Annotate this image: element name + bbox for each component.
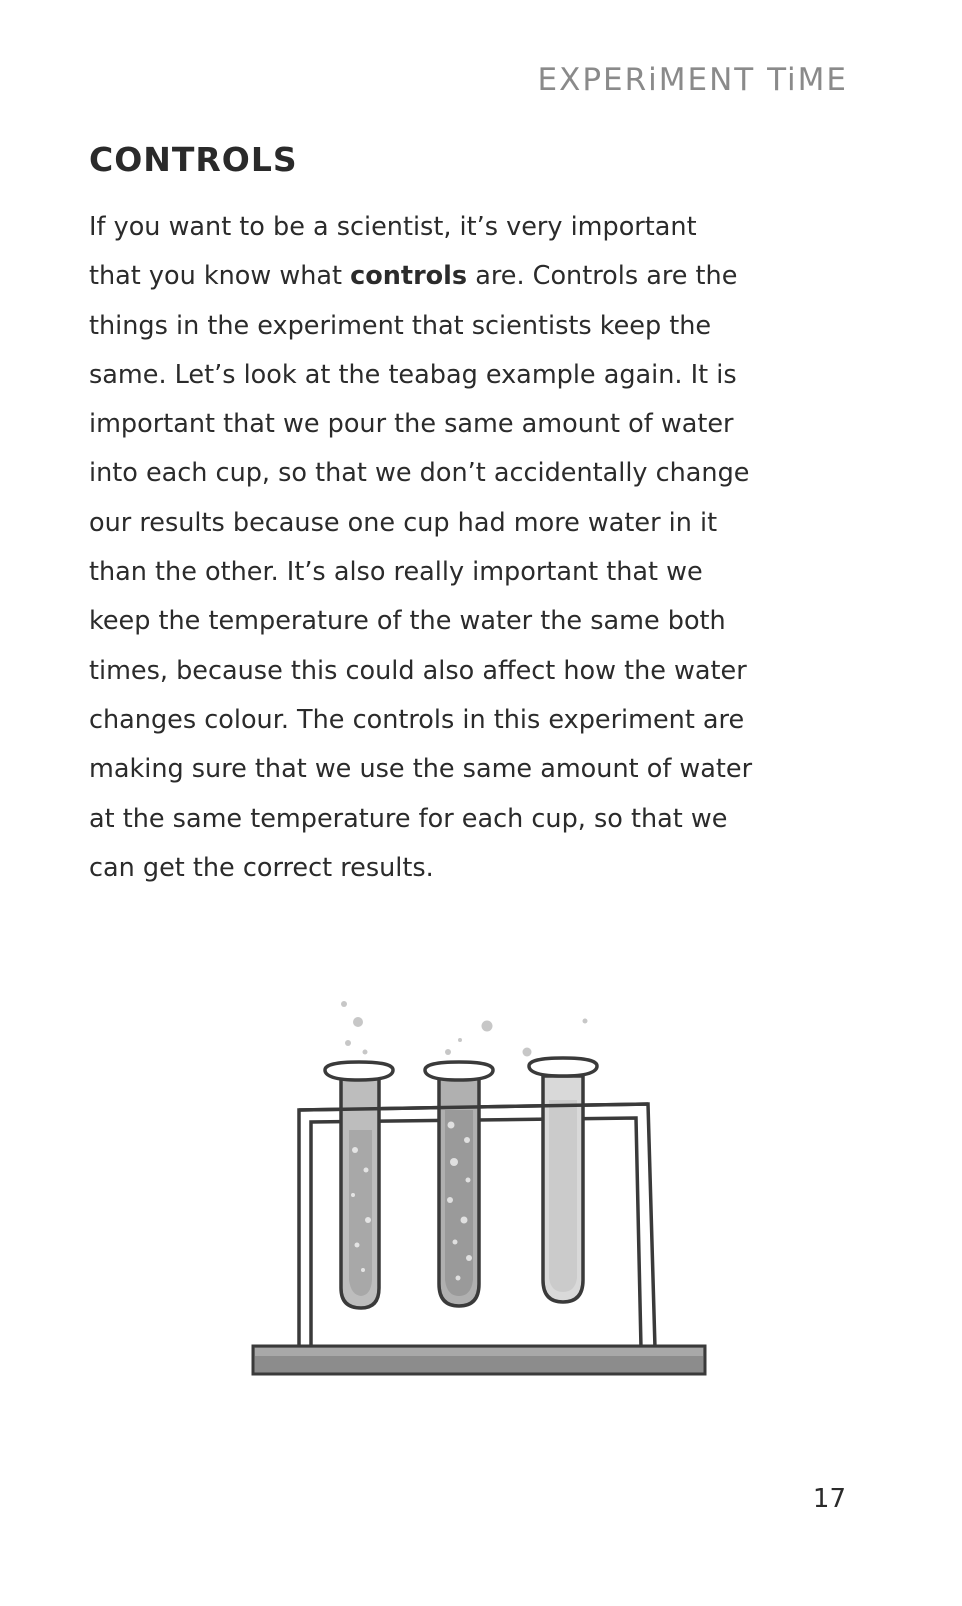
body-line: changes colour. The controls in this experiment are	[89, 704, 745, 735]
body-line: at the same temperature for each cup, so that we	[89, 803, 728, 834]
rack-base	[253, 1346, 705, 1374]
test-tube-middle	[425, 1062, 493, 1306]
body-line: important that we pour the same amount of water	[89, 409, 734, 440]
body-line: our results because one cup had more water in it	[89, 507, 718, 538]
body-line: than the other. It’s also really important that we	[89, 557, 703, 588]
test-tube-left	[325, 1062, 393, 1308]
body-line: can get the correct results.	[89, 852, 434, 883]
body-text	[89, 203, 869, 893]
section-title: CONTROLS	[89, 140, 298, 179]
body-line: making sure that we use the same amount of water	[89, 754, 753, 785]
running-header: EXPERiMENT TiME	[537, 62, 848, 98]
body-line: keep the temperature of the water the same both	[89, 606, 726, 637]
body-line: things in the experiment that scientists keep the	[89, 310, 712, 341]
test-tube-rack-icon	[245, 990, 715, 1400]
body-line: into each cup, so that we don’t accidentally change	[89, 458, 750, 489]
body-line: times, because this could also affect how the water	[89, 655, 747, 686]
body-line: that you know what controls are. Controls are the	[89, 261, 738, 292]
test-tube-right	[529, 1058, 597, 1302]
body-line: If you want to be a scientist, it’s very important	[89, 212, 697, 242]
keyword-controls: controls	[350, 261, 468, 292]
body-line: same. Let’s look at the teabag example again. It is	[89, 359, 737, 390]
page-number: 17	[812, 1484, 846, 1514]
bubbles	[341, 1001, 588, 1057]
